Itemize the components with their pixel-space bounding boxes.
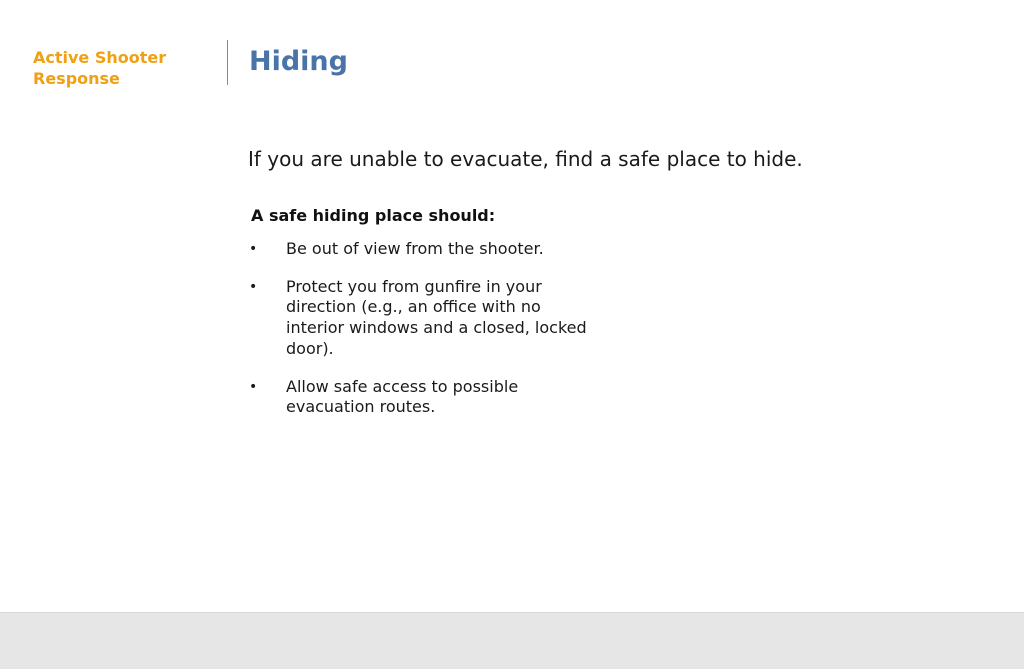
- header-divider: [227, 40, 228, 85]
- intro-text: If you are unable to evacuate, find a safe place to hide.: [248, 147, 803, 171]
- section-label-line: Active Shooter: [33, 48, 167, 67]
- bullet-text: [286, 239, 609, 260]
- list-heading: A safe hiding place should:: [251, 206, 496, 225]
- bullet-line: direction (e.g., an office with no: [286, 297, 541, 317]
- section-label-line: Response: [33, 69, 120, 88]
- bullet-line: door).: [286, 338, 334, 358]
- footer-bar: [0, 612, 1024, 669]
- bullet-text: [286, 277, 609, 360]
- slide-title: Hiding: [249, 46, 348, 77]
- bullet-icon: •: [249, 278, 258, 295]
- bullet-text: [286, 377, 609, 418]
- bullet-line: Allow safe access to possible: [286, 376, 519, 396]
- bullet-list: [249, 239, 609, 435]
- bullet-item: [249, 277, 609, 360]
- section-label: [33, 47, 203, 89]
- bullet-icon: •: [249, 378, 258, 395]
- bullet-item: [249, 239, 609, 260]
- bullet-line: Be out of view from the shooter.: [286, 239, 544, 258]
- bullet-icon: •: [249, 241, 258, 257]
- bullet-line: interior windows and a closed, locked: [286, 318, 587, 338]
- bullet-line: evacuation routes.: [286, 397, 436, 417]
- bullet-item: [249, 377, 609, 418]
- bullet-line: Protect you from gunfire in your: [286, 276, 542, 296]
